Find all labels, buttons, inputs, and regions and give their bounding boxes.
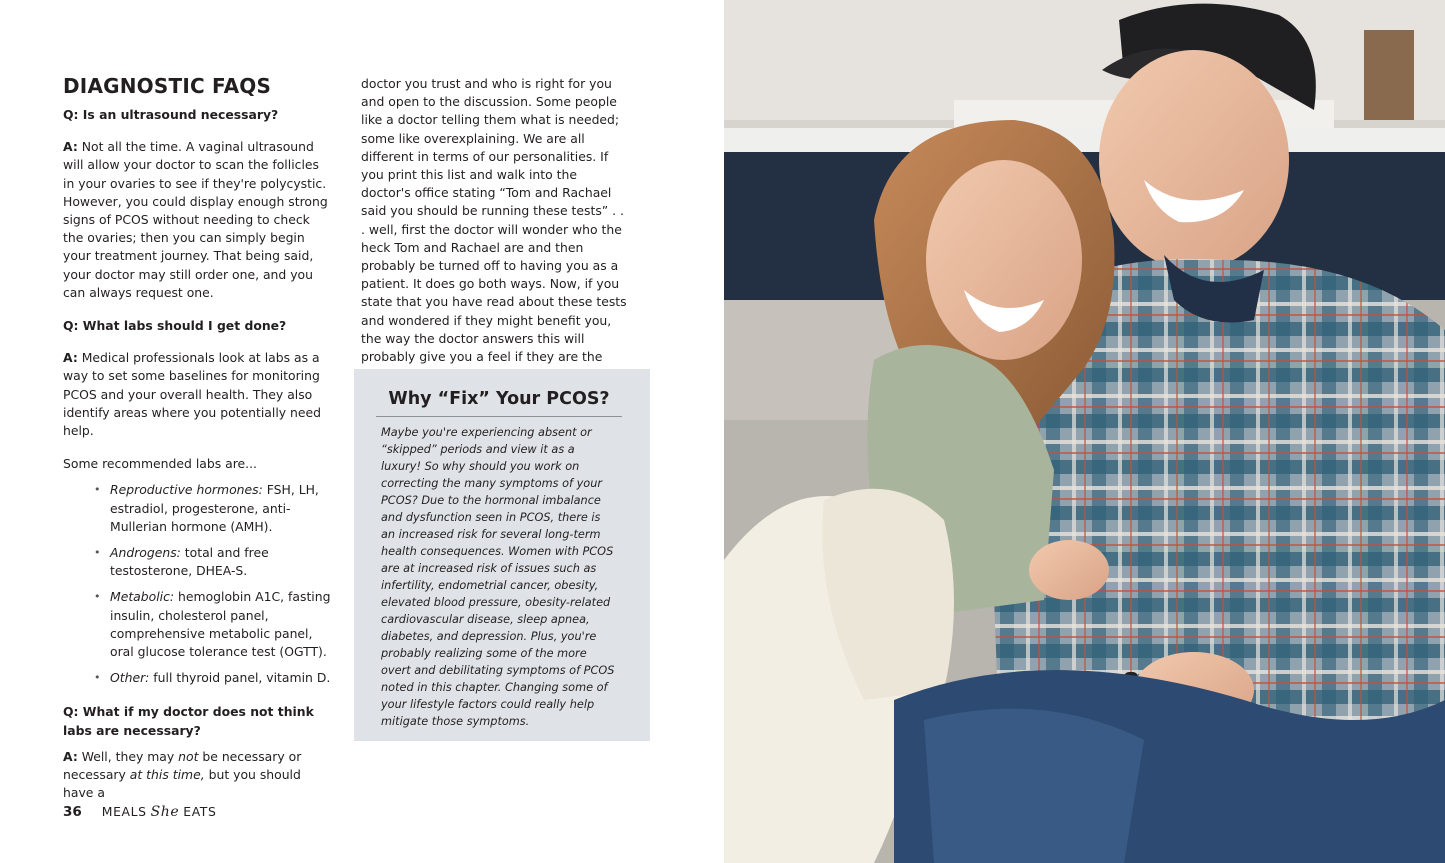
right-text-column: [361, 75, 629, 384]
list-item: [63, 481, 331, 536]
section-heading: DIAGNOSTIC FAQS: [63, 74, 272, 98]
question-3: Q: What if my doctor does not think labs are necessary?: [63, 704, 314, 738]
sidebar-divider: [376, 416, 622, 417]
lab-items: hemoglobin A1C, fasting insulin, cholesterol panel, comprehensive metabolic panel, oral glucose tolerance test (OGTT).: [110, 589, 331, 660]
labs-intro: Some recommended labs are...: [63, 456, 257, 472]
question-1: Q: Is an ultrasound necessary?: [63, 107, 279, 122]
answer-2: [63, 349, 331, 440]
lab-items: FSH, LH, estradiol, progesterone, anti-Mullerian hormone (AMH).: [110, 482, 319, 534]
emphasis: not: [178, 748, 199, 764]
book-title-script: She: [150, 804, 180, 820]
list-item: [63, 544, 331, 580]
lab-category: Metabolic:: [110, 589, 175, 605]
question-2: Q: What labs should I get done?: [63, 318, 287, 334]
labs-list: [63, 481, 331, 687]
continuation-paragraph: doctor you trust and who is right for you and open to the discussion. Some people like a doctor telling them what is needed; some like overexplaining. We are all different in terms of our personalities. If you print this list and walk into the doctor's office stating “Tom and Rachael said you should be running these tests” . . . well, first the doctor will wonder who the heck Tom and Rachael are and then probably be turned off to having you as a patient. It does go both ways. Now, if you state that you have read about these tests and wondered if they might benefit you, the way the doctor answers this will probably give you a feel if they are the: [361, 76, 627, 365]
answer-text: but you should have a: [63, 767, 301, 801]
page-footer: [63, 802, 216, 822]
sidebar-body: Maybe you're experiencing absent or “skipped” periods and view it as a luxury! So why should you work on correcting the many symptoms of your PCOS? Due to the hormonal imbalance and dysfunction seen in PCOS, there is an increased risk for several long-term health consequences. Women with PCOS are at increased risk of issues such as infertility, endometrial cancer, obesity, elevated blood pressure, obesity-related cardiovascular disease, sleep apnea, diabetes, and depression. Plus, you're probably realizing some of the more overt and debilitating symptoms of PCOS noted in this chapter. Changing some of your lifestyle factors could really help mitigate those symptoms.: [381, 426, 615, 728]
answer-text: be necessary or necessary: [63, 748, 302, 783]
couple-portrait-photo: [724, 0, 1445, 863]
lab-items: full thyroid panel, vitamin D.: [149, 670, 331, 686]
book-title-word: MEALS: [101, 804, 147, 819]
lab-items: total and free testosterone, DHEA-S.: [110, 545, 269, 579]
answer-3: [63, 748, 331, 803]
page-number: 36: [63, 804, 82, 820]
left-text-column: [63, 72, 331, 803]
lab-category: Androgens:: [110, 545, 181, 561]
list-item: [63, 588, 331, 661]
answer-text: Not all the time. A vaginal ultrasound will allow your doctor to scan the follicles in your ovaries to see if they're polycystic. However, you could display enough strong signs of PCOS without needing to check the ovaries; then you can simply begin your treatment journey. That being said, your doctor may still order one, and you can always request one.: [63, 139, 328, 300]
answer-text: Medical professionals look at labs as a way to set some baselines for monitoring PCOS and your overall health. They also identify areas where you potentially need help.: [63, 350, 322, 439]
book-title-word: EATS: [183, 804, 217, 819]
answer-text: Well, they may: [77, 748, 179, 764]
photo-illustration: [724, 0, 1445, 863]
answer-prefix: A:: [63, 748, 78, 764]
lab-category: Reproductive hormones:: [110, 482, 263, 498]
lab-category: Other:: [110, 670, 150, 686]
book-title: [102, 804, 217, 820]
answer-prefix: A:: [63, 350, 78, 366]
sidebar-box: [354, 369, 650, 741]
list-item: [63, 669, 331, 687]
sidebar-title: Why “Fix” Your PCOS?: [388, 389, 610, 409]
answer-1: [63, 138, 331, 302]
emphasis: at this time,: [129, 767, 205, 783]
answer-prefix: A:: [63, 139, 78, 155]
